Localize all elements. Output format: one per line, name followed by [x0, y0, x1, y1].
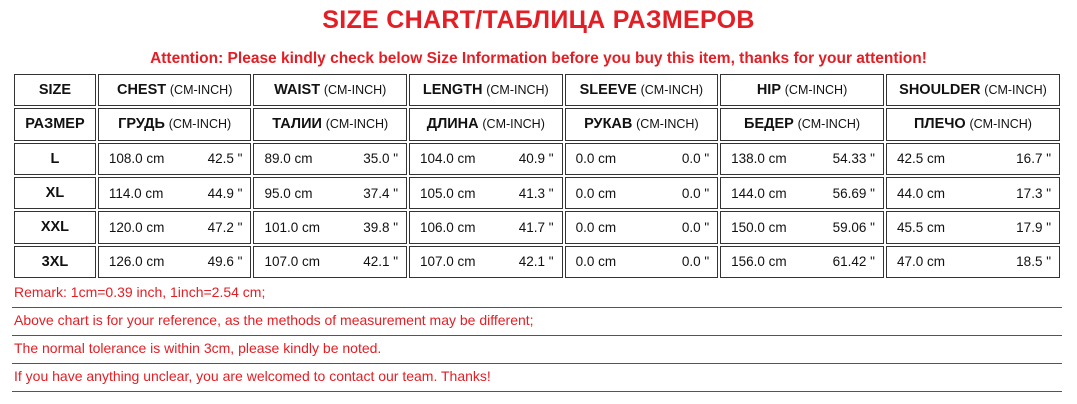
header-unit: (CM-INCH) [169, 83, 233, 98]
measurement-cell [565, 246, 719, 278]
measurement-cell [886, 211, 1060, 243]
cm-value: 0.0 cm [575, 219, 617, 235]
inch-value: 54.33 " [832, 151, 875, 167]
header-cell [565, 74, 719, 106]
header-cell [253, 108, 407, 140]
inch-value: 35.0 " [363, 151, 399, 167]
header-unit: (CM-INCH) [168, 117, 232, 132]
measurement-cell [253, 177, 407, 209]
remark-line: Remark: 1cm=0.39 inch, 1inch=2.54 cm; [12, 282, 1062, 308]
cm-value: 108.0 cm [108, 151, 165, 167]
cm-value: 107.0 cm [420, 254, 476, 270]
table-row [14, 246, 1060, 278]
header-unit: (CM-INCH) [325, 117, 389, 132]
inch-value: 0.0 " [681, 151, 710, 167]
cm-value: 0.0 cm [575, 151, 617, 167]
measurement-cell [253, 211, 407, 243]
inch-value: 61.42 " [832, 254, 875, 270]
cm-value: 120.0 cm [108, 219, 165, 235]
table-row [14, 211, 1060, 243]
inch-value: 16.7 " [1016, 151, 1051, 167]
inch-value: 41.3 " [518, 185, 554, 201]
header-label: WAIST [274, 82, 321, 99]
cm-value: 126.0 cm [108, 254, 165, 270]
header-cell [565, 108, 719, 140]
header-cell [720, 108, 884, 140]
table-row [14, 177, 1060, 209]
measurement-cell [253, 143, 407, 175]
measurement-cell [886, 246, 1060, 278]
measurement-cell [409, 143, 563, 175]
header-cell [886, 74, 1060, 106]
measurement-cell [720, 177, 884, 209]
size-label: XL [14, 177, 96, 209]
measurement-cell [98, 143, 252, 175]
inch-value: 17.3 " [1016, 185, 1051, 201]
cm-value: 44.0 cm [896, 185, 945, 201]
cm-value: 150.0 cm [731, 219, 787, 235]
measurement-cell [720, 246, 884, 278]
header-label: CHEST [116, 82, 167, 99]
header-cell [253, 74, 407, 106]
measurement-cell [409, 177, 563, 209]
remark-line: Above chart is for your reference, as the methods of measurement may be different; [12, 310, 1062, 336]
page-title: SIZE CHART/ТАБЛИЦА РАЗМЕРОВ [322, 6, 755, 34]
inch-value: 56.69 " [832, 185, 875, 201]
header-row-en [14, 74, 1060, 106]
inch-value: 42.5 " [207, 151, 243, 167]
cm-value: 144.0 cm [731, 185, 787, 201]
header-cell [98, 74, 252, 106]
header-unit: (CM-INCH) [640, 83, 704, 98]
inch-value: 44.9 " [207, 185, 243, 201]
cm-value: 138.0 cm [731, 151, 787, 167]
cm-value: 89.0 cm [264, 151, 313, 167]
header-cell [98, 108, 252, 140]
measurement-cell [720, 143, 884, 175]
cm-value: 0.0 cm [575, 185, 617, 201]
inch-value: 39.8 " [363, 219, 399, 235]
inch-value: 0.0 " [681, 219, 710, 235]
header-cell [409, 74, 563, 106]
header-label: РУКАВ [584, 116, 633, 133]
size-label: 3XL [14, 246, 96, 278]
inch-value: 42.1 " [363, 254, 399, 270]
inch-value: 59.06 " [832, 219, 875, 235]
cm-value: 105.0 cm [420, 185, 476, 201]
remark-line: The normal tolerance is within 3cm, please kindly be noted. [12, 338, 1062, 364]
measurement-cell [565, 211, 719, 243]
cm-value: 95.0 cm [264, 185, 313, 201]
measurement-cell [98, 211, 252, 243]
size-label: XXL [14, 211, 96, 243]
cm-value: 156.0 cm [731, 254, 787, 270]
header-unit: (CM-INCH) [486, 83, 549, 98]
measurement-cell [886, 177, 1060, 209]
header-unit: (CM-INCH) [482, 117, 545, 132]
header-cell [720, 74, 884, 106]
header-label: SIZE [38, 82, 72, 99]
inch-value: 40.9 " [518, 151, 554, 167]
cm-value: 42.5 cm [896, 151, 945, 167]
size-chart-table [12, 72, 1062, 280]
measurement-cell [98, 177, 252, 209]
measurement-cell [720, 211, 884, 243]
remarks-section [12, 282, 1062, 394]
header-label: ДЛИНА [426, 116, 479, 133]
measurement-cell [565, 143, 719, 175]
remark-line: If you have anything unclear, you are welcomed to contact our team. Thanks! [12, 366, 1062, 392]
measurement-cell [98, 246, 252, 278]
header-cell [409, 108, 563, 140]
header-label: ПЛЕЧО [913, 116, 966, 133]
measurement-cell [565, 177, 719, 209]
size-label: L [14, 143, 96, 175]
header-label: БЕДЕР [744, 116, 794, 133]
header-label: HIP [756, 82, 781, 99]
inch-value: 47.2 " [207, 219, 243, 235]
measurement-cell [409, 246, 563, 278]
measurement-cell [886, 143, 1060, 175]
header-label: SLEEVE [579, 82, 637, 99]
header-unit: (CM-INCH) [797, 117, 861, 132]
cm-value: 114.0 cm [108, 185, 164, 201]
cm-value: 106.0 cm [420, 219, 476, 235]
inch-value: 42.1 " [518, 254, 554, 270]
inch-value: 18.5 " [1016, 254, 1051, 270]
cm-value: 101.0 cm [264, 219, 320, 235]
header-row-ru [14, 108, 1060, 140]
measurement-cell [253, 246, 407, 278]
header-cell [14, 108, 96, 140]
cm-value: 104.0 cm [420, 151, 476, 167]
header-label: SHOULDER [899, 82, 981, 99]
table-row [14, 143, 1060, 175]
header-cell [886, 108, 1060, 140]
cm-value: 107.0 cm [264, 254, 320, 270]
inch-value: 49.6 " [207, 254, 243, 270]
header-unit: (CM-INCH) [636, 117, 699, 132]
header-unit: (CM-INCH) [969, 117, 1032, 132]
header-unit: (CM-INCH) [784, 83, 848, 98]
header-unit: (CM-INCH) [984, 83, 1047, 98]
inch-value: 17.9 " [1016, 219, 1051, 235]
header-label: ГРУДЬ [118, 116, 165, 133]
header-cell [14, 74, 96, 106]
cm-value: 45.5 cm [896, 219, 945, 235]
cm-value: 0.0 cm [575, 254, 617, 270]
cm-value: 47.0 cm [896, 254, 945, 270]
attention-notice: Attention: Please kindly check below Size Information before you buy this item, thanks for your attention! [150, 50, 927, 67]
inch-value: 41.7 " [518, 219, 554, 235]
inch-value: 0.0 " [681, 254, 710, 270]
header-label: LENGTH [422, 82, 483, 99]
header-unit: (CM-INCH) [323, 83, 387, 98]
size-chart-body [14, 74, 1060, 278]
header-label: ТАЛИИ [272, 116, 322, 133]
measurement-cell [409, 211, 563, 243]
inch-value: 0.0 " [681, 185, 710, 201]
header-label: РАЗМЕР [25, 116, 85, 133]
inch-value: 37.4 " [363, 185, 399, 201]
